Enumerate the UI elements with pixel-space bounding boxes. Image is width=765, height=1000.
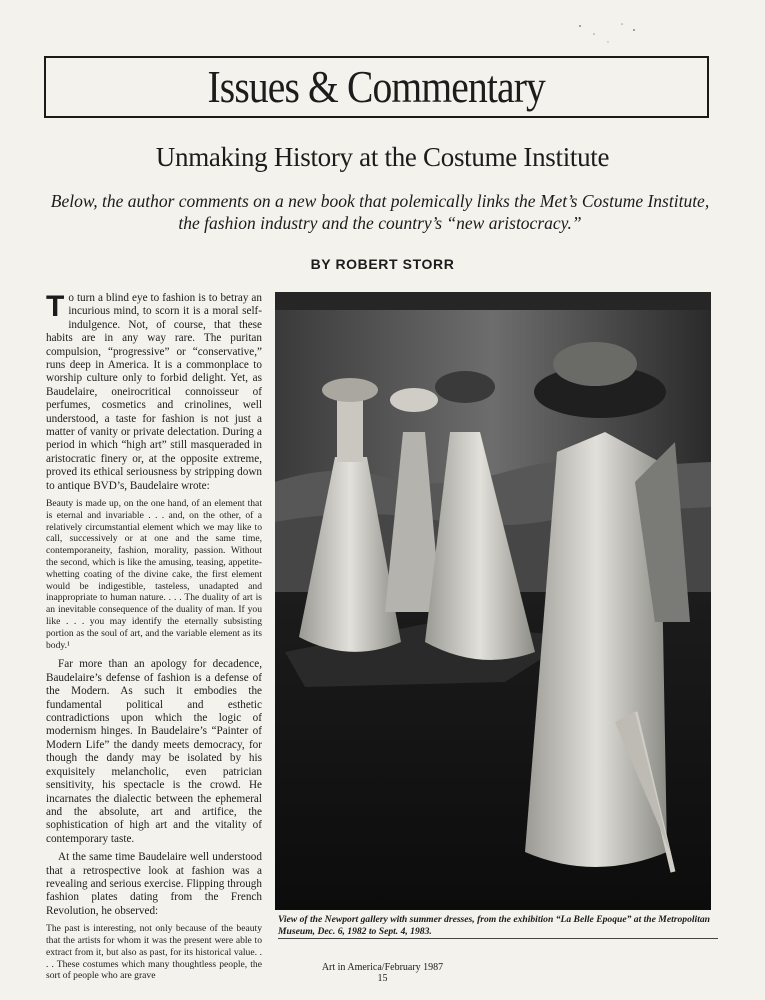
caption-divider xyxy=(278,938,718,939)
photo-caption: View of the Newport gallery with summer dresses, from the exhibition “La Belle Epoque” at the Metropolitan Museum, Dec. 6, 1982 to Sept. 4, 1983. xyxy=(278,914,711,937)
section-header-box xyxy=(44,56,709,118)
print-specks xyxy=(560,20,650,50)
publication-line: Art in America/February 1987 xyxy=(321,962,444,973)
section-title: Issues & Commentary xyxy=(207,61,546,112)
page-number: 15 xyxy=(377,973,388,984)
block-quote-2: The past is interesting, not only because of the beauty that the artists for whom it was the present were able to extract from it, but also as past, for its historical value. . . . These costumes which many thoughtless people, the sort of people who are grave xyxy=(46,923,262,982)
body-column xyxy=(46,292,262,989)
paragraph-2: Far more than an apology for decadence, Baudelaire’s defense of fashion is a defense of the Modern. As such it embodies the fundamental political and esthetic contradictions upon which the logic of modernism hinges. In Baudelaire’s “Painter of Modern Life” the dandy meets democracy, for though the dandy may be isolated by his exquisitely melancholic, even patrician sensitivity, his spectacle is the crowd. He incarnates the dialectic between the ephemeral and the absolute, art and artifice, the sophistication of high art and the vitality of contemporary taste. xyxy=(46,658,262,845)
drop-cap: T xyxy=(46,290,65,323)
article-byline: BY ROBERT STORR xyxy=(310,256,455,272)
paragraph-1-text: o turn a blind eye to fashion is to betray an incurious mind, to scorn it is a moral self-indulgence. Not, of course, that these habits are in any way rare. The puritan compulsion, “progressive” or “conservative,” runs deep in America. It is a commonplace to worship culture only to forbid delight. Yet, as Baudelaire, oneirocritical connoisseur of perfumes, cosmetics and crinolines, well understood, a taste for fashion is not just a matter of vanity or private delectation. During a period in which “high art” still masqueraded in aristocratic finery or, at the opposite extreme, proved its ethical seriousness by stripping down to antique BVD’s, Baudelaire wrote: xyxy=(46,292,262,492)
article-headline: Unmaking History at the Costume Institute xyxy=(155,142,610,172)
article-deck: Below, the author comments on a new book that polemically links the Met’s Costume Institute, the fashion industry and the country’s “new aristocracy.” xyxy=(50,191,710,233)
paragraph-1 xyxy=(46,292,262,493)
page-footer xyxy=(0,962,765,984)
block-quote-1: Beauty is made up, on the one hand, of an element that is eternal and invariable . . . and, on the other, of a relatively circumstantial element which we may like to call, successively or at one and the same time, contemporaneity, fashion, morality, passion. Without the second, which is like the amusing, teasing, appetite-whetting coating of the divine cake, the first element would be indigestible, tasteless, unadapted and inappropriate to human nature. . . . The duality of art is an inevitable consequence of the duality of man. If you like . . . you may identify the eternally subsisting portion as the soul of art, and the variable element as its body.¹ xyxy=(46,498,262,651)
exhibition-photo xyxy=(275,292,711,910)
exhibition-photo-illustration xyxy=(275,292,711,910)
paragraph-3: At the same time Baudelaire well understood that a retrospective look at fashion was a revealing and serious exercise. Flipping through fashion plates dating from the French Revolution, he observed: xyxy=(46,851,262,917)
